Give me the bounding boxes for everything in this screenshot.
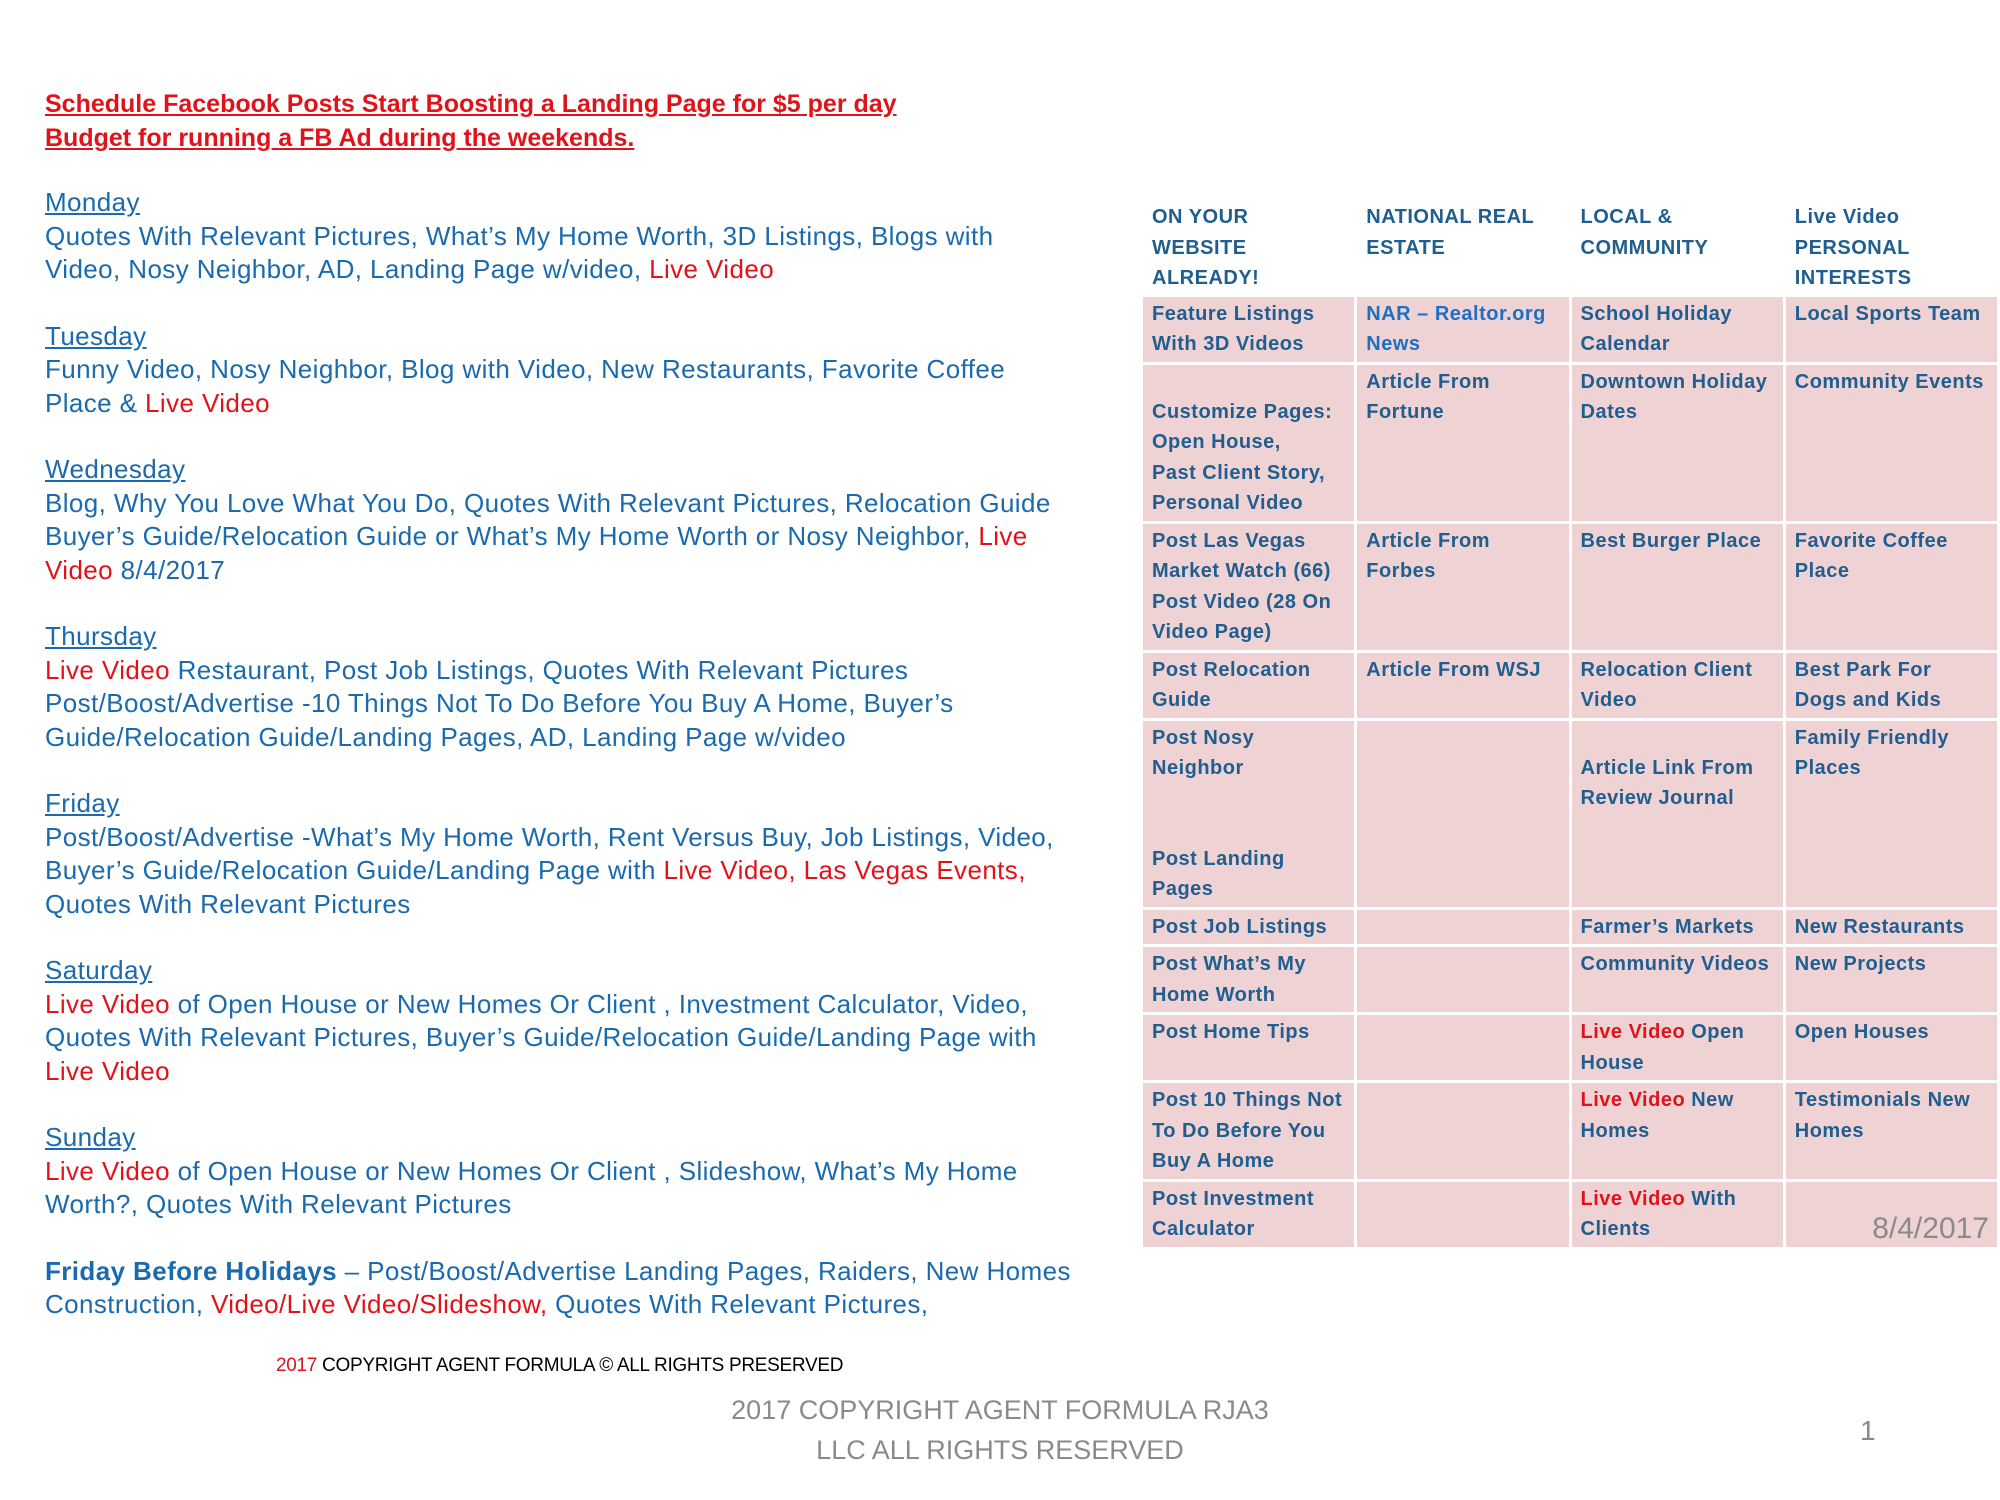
table-cell: Best Burger Place bbox=[1572, 524, 1783, 650]
live-video-label: Live Video, Las Vegas Events, bbox=[663, 855, 1026, 885]
day-name-tuesday: Tuesday bbox=[45, 320, 147, 351]
copyright-line bbox=[276, 1355, 843, 1377]
copyright-year: 2017 bbox=[276, 1355, 318, 1376]
column-header-website: ON YOUR WEBSITE ALREADY! bbox=[1143, 200, 1354, 294]
table-cell: Live Video With Clients bbox=[1572, 1182, 1783, 1247]
live-video-label: Live Video bbox=[45, 521, 1028, 585]
table-row bbox=[1143, 1182, 1997, 1247]
day-text: of Open House or New Homes Or Client , Slideshow, What’s My Home Worth?, Quotes With Relevant Pictures bbox=[45, 1155, 1018, 1219]
table-cell: Community Videos bbox=[1572, 947, 1783, 1012]
day-text-2: Quotes With Relevant Pictures bbox=[45, 888, 411, 919]
table-header-row bbox=[1143, 200, 1997, 294]
table-cell: Downtown Holiday Dates bbox=[1572, 365, 1783, 521]
table-row bbox=[1143, 1015, 1997, 1080]
table-cell: Favorite Coffee Place bbox=[1786, 524, 1997, 650]
table-cell: Family Friendly Places bbox=[1786, 721, 1997, 907]
table-cell: Testimonials New Homes bbox=[1786, 1083, 1997, 1179]
table-cell bbox=[1357, 910, 1568, 945]
table-cell: Customize Pages: Open House, Past Client Story, Personal Video bbox=[1143, 365, 1354, 521]
table-cell: Relocation Client Video bbox=[1572, 653, 1783, 718]
table-cell: Post Job Listings bbox=[1143, 910, 1354, 945]
day-text: of Open House or New Homes Or Client , Investment Calculator, Video, Quotes With Relevant Pictures, Buyer’s Guide/Relocation Guide/Landing Page with bbox=[45, 988, 1037, 1052]
table-cell: Local Sports Team bbox=[1786, 297, 1997, 362]
day-text: Restaurant, Post Job Listings, Quotes With Relevant Pictures Post/Boost/Advertise -10 Things Not To Do Before You Buy A Home, Buyer’s Guide/Relocation Guide/Landing Pages, AD, Landing Page w/video bbox=[45, 654, 954, 752]
table-cell: Post Nosy Neighbor Post Landing Pages bbox=[1143, 721, 1354, 907]
table-cell: Post What’s My Home Worth bbox=[1143, 947, 1354, 1012]
table-cell: Post 10 Things Not To Do Before You Buy A Home bbox=[1143, 1083, 1354, 1179]
table-cell: Best Park For Dogs and Kids bbox=[1786, 653, 1997, 718]
heading-line-1: Schedule Facebook Posts Start Boosting a Landing Page for $5 per day bbox=[45, 90, 897, 118]
day-text: – Post/Boost/Advertise Landing Pages, Raiders, New Homes Construction, bbox=[45, 1255, 1071, 1319]
day-text: Quotes With Relevant Pictures, What’s My Home Worth, 3D Listings, Blogs with Video, Nosy Neighbor, AD, Landing Page w/video, bbox=[45, 220, 994, 284]
table-row bbox=[1143, 1083, 1997, 1179]
table-cell bbox=[1357, 721, 1568, 907]
live-video-label: Live Video bbox=[45, 654, 170, 685]
table-row bbox=[1143, 653, 1997, 718]
table-cell: Post Investment Calculator bbox=[1143, 1182, 1354, 1247]
schedule-heading bbox=[45, 87, 1065, 155]
table-cell bbox=[1357, 1182, 1568, 1247]
table-cell bbox=[1357, 1015, 1568, 1080]
live-video-label: Live Video bbox=[649, 254, 775, 284]
table-cell: New Restaurants bbox=[1786, 910, 1997, 945]
table-cell: Farmer’s Markets bbox=[1572, 910, 1783, 945]
table-row bbox=[1143, 910, 1997, 945]
table-cell: Live Video New Homes bbox=[1572, 1083, 1783, 1179]
table-cell: Post Las Vegas Market Watch (66) Post Video (28 On Video Page) bbox=[1143, 524, 1354, 650]
day-sunday bbox=[45, 1121, 1075, 1222]
day-name-sunday: Sunday bbox=[45, 1122, 136, 1152]
day-text: Blog, Why You Love What You Do, Quotes With Relevant Pictures, Relocation Guide Buyer’s Guide/Relocation Guide or What’s My Home Worth or Nosy Neighbor, bbox=[45, 487, 1051, 551]
day-text: Funny Video, Nosy Neighbor, Blog with Video, New Restaurants, Favorite Coffee Place & bbox=[45, 354, 1006, 418]
table-row bbox=[1143, 365, 1997, 521]
day-holiday bbox=[45, 1255, 1075, 1322]
table-cell: Feature Listings With 3D Videos bbox=[1143, 297, 1354, 362]
table-cell: Post Relocation Guide bbox=[1143, 653, 1354, 718]
table-cell: Post Home Tips bbox=[1143, 1015, 1354, 1080]
day-date: 8/4/2017 bbox=[113, 554, 226, 585]
day-name-wednesday: Wednesday bbox=[45, 454, 186, 484]
live-video-label-2: Live Video bbox=[45, 1055, 170, 1086]
table-cell: School Holiday Calendar bbox=[1572, 297, 1783, 362]
day-text-2: Quotes With Relevant Pictures, bbox=[547, 1289, 929, 1319]
table-row bbox=[1143, 297, 1997, 362]
table-cell: Community Events bbox=[1786, 365, 1997, 521]
table-row bbox=[1143, 721, 1997, 907]
page-number: 1 bbox=[1860, 1415, 1876, 1446]
weekly-schedule bbox=[45, 186, 1075, 1355]
table-row bbox=[1143, 524, 1997, 650]
live-video-label: Live Video bbox=[145, 387, 270, 418]
holiday-name: Friday Before Holidays bbox=[45, 1255, 337, 1286]
day-tuesday bbox=[45, 320, 1075, 421]
table-row bbox=[1143, 947, 1997, 1012]
day-wednesday bbox=[45, 453, 1075, 587]
table-cell: Article From Forbes bbox=[1357, 524, 1568, 650]
day-thursday bbox=[45, 620, 1075, 754]
copyright-text: COPYRIGHT AGENT FORMULA © ALL RIGHTS PRESERVED bbox=[317, 1355, 844, 1376]
day-friday bbox=[45, 787, 1075, 921]
table-cell bbox=[1357, 1083, 1568, 1179]
footer-copyright bbox=[600, 1390, 1400, 1470]
day-name-friday: Friday bbox=[45, 788, 120, 818]
content-topics-table bbox=[1140, 197, 2000, 1250]
table-cell: NAR – Realtor.org News bbox=[1357, 297, 1568, 362]
table-cell: New Projects bbox=[1786, 947, 1997, 1012]
live-video-label: Live Video bbox=[45, 1155, 170, 1186]
day-text: Post/Boost/Advertise -What’s My Home Worth, Rent Versus Buy, Job Listings, Video, Buyer’s Guide/Relocation Guide/Landing Page with bbox=[45, 821, 1054, 885]
table-cell: Article Link From Review Journal bbox=[1572, 721, 1783, 907]
day-name-saturday: Saturday bbox=[45, 955, 153, 985]
heading-line-2: Budget for running a FB Ad during the weekends. bbox=[45, 124, 635, 152]
live-video-label: Live Video bbox=[45, 988, 170, 1019]
table-cell-date: 8/4/2017 bbox=[1786, 1182, 1997, 1247]
footer-line-1: 2017 COPYRIGHT AGENT FORMULA RJA3 bbox=[731, 1395, 1269, 1425]
table-cell: Live Video Open House bbox=[1572, 1015, 1783, 1080]
day-name-monday: Monday bbox=[45, 187, 140, 217]
column-header-national: NATIONAL REAL ESTATE bbox=[1357, 200, 1568, 294]
day-name-thursday: Thursday bbox=[45, 621, 157, 651]
table-cell: Article From WSJ bbox=[1357, 653, 1568, 718]
column-header-local: LOCAL & COMMUNITY bbox=[1572, 200, 1783, 294]
footer-line-2: LLC ALL RIGHTS RESERVED bbox=[816, 1435, 1184, 1465]
live-video-label: Video/Live Video/Slideshow, bbox=[211, 1289, 548, 1319]
day-monday bbox=[45, 186, 1075, 287]
table-cell bbox=[1357, 947, 1568, 1012]
column-header-personal: Live Video PERSONAL INTERESTS bbox=[1786, 200, 1997, 294]
table-cell: Article From Fortune bbox=[1357, 365, 1568, 521]
table-cell: Open Houses bbox=[1786, 1015, 1997, 1080]
day-saturday bbox=[45, 954, 1075, 1088]
